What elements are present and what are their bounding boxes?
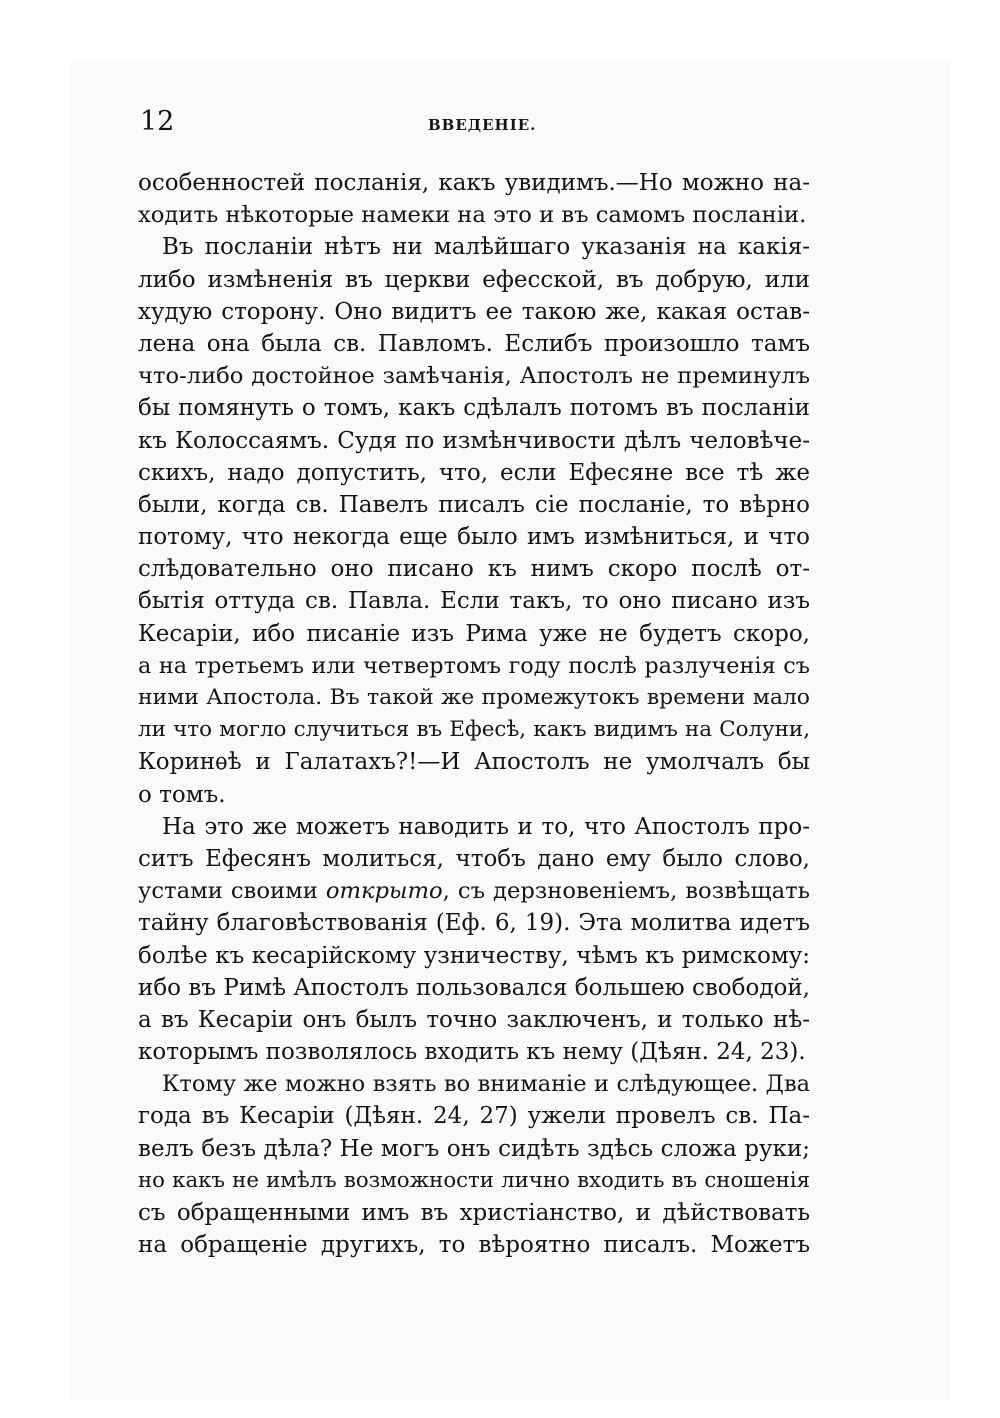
text-line: года въ Кесаріи (Дѣян. 24, 27) ужели провелъ св. Па- [138,1103,810,1130]
text-line: болѣе къ кесарійскому узничеству, чѣмъ къ римскому: [138,942,810,969]
text-line: потому, что некогда еще было имъ измѣниться, и что [138,524,810,551]
text-line: къ Колоссаямъ. Судя по измѣнчивости дѣлъ человѣче- [138,427,810,454]
text-line: на обращеніе другихъ, то вѣроятно писалъ. Можетъ [138,1232,810,1259]
text-line: а въ Кесаріи онъ былъ точно заключенъ, и только нѣ- [138,1006,810,1033]
page-header [138,106,810,142]
paragraph [138,811,810,1069]
text-line: ибо въ Римѣ Апостолъ пользовался большею свободой, [138,974,810,1001]
text-line: были, когда св. Павелъ писалъ сіе посланіе, то вѣрно [138,491,810,518]
text-line: ситъ Ефесянъ молиться, чтобъ дано ему было слово, [138,845,810,872]
text-line: Въ посланіи нѣтъ ни малѣйшаго указанія на какія- [162,234,810,261]
text-line: На это же можетъ наводить и то, что Апостолъ про- [162,813,810,840]
text-line: бытія оттуда св. Павла. Если такъ, то оно писано изъ [138,588,810,615]
text-line: слѣдовательно оно писано къ нимъ скоро послѣ от- [138,556,810,583]
text-line: которымъ позволялось входить къ нему (Дѣян. 24, 23). [138,1039,806,1066]
text-line: устами своими открыто, съ дерзновеніемъ, возвѣщать [138,878,810,905]
text-line: особенностей посланія, какъ увидимъ.—Но можно на- [138,170,810,196]
text-line: либо измѣненія въ церкви ефесской, въ добрую, или [138,266,810,293]
text-line: тайну благовѣствованія (Еф. 6, 19). Эта молитва идетъ [138,910,810,937]
text-line: Кесаріи, ибо писаніе изъ Рима уже не будетъ скоро, [138,620,810,647]
text-line: о томъ. [138,781,226,808]
paragraph [138,231,810,810]
text-line: съ обращенными имъ въ христіанство, и дѣйствовать [138,1200,810,1226]
text-line: но какъ не имѣлъ возможности лично входить въ сношенія [138,1167,810,1193]
paragraph [138,1068,810,1261]
text-line: а на третьемъ или четвертомъ году послѣ разлученія съ [138,652,810,679]
text-line: Ктому же можно взять во вниманіе и слѣдующее. Два [162,1071,810,1098]
text-line: Коринѳѣ и Галатахъ?!—И Апостолъ не умолчалъ бы [138,749,810,776]
text-line: лена она была св. Павломъ. Еслибъ произошло тамъ [138,330,810,357]
text-line: велъ безъ дѣла? Не могъ онъ сидѣть здѣсь сложа руки; [138,1135,810,1162]
text-line: что-либо достойное замѣчанія, Апостолъ не преминулъ [138,363,810,390]
text-line: скихъ, надо допустить, что, если Ефесяне все тѣ же [138,459,810,486]
text-line: бы помянуть о томъ, какъ сдѣлалъ потомъ въ посланіи [138,395,810,422]
running-head: ВВЕДЕНІЕ. [428,116,537,134]
paragraph [138,167,810,231]
text-line: ними Апостола. Въ такой же промежутокъ времени мало [138,685,810,710]
body-text [138,167,810,1261]
italic-emphasis: открыто [325,878,443,905]
text-line: ли что могло случиться въ Ефесѣ, какъ видимъ на Солуни, [138,717,810,743]
text-line: худую сторону. Оно видитъ ее такою же, какая остав- [138,298,810,325]
text-line: ходить нѣкоторые намеки на это и въ самомъ посланіи. [138,202,807,229]
page-number: 12 [140,106,175,137]
